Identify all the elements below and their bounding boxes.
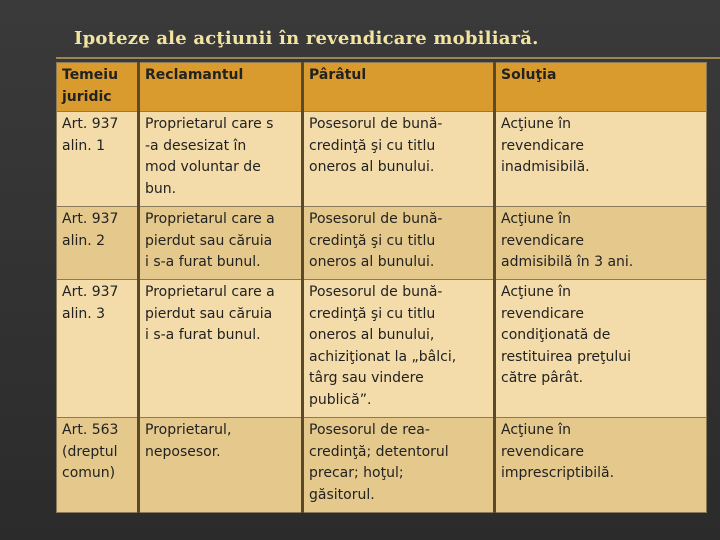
table-cell [303,418,495,513]
cell-text: Posesorul de bună- credinţă şi cu titlu oneros al bunului. [309,116,443,175]
slide-title: Ipoteze ale acţiunii în revendicare mobiliară. [74,28,539,49]
header-label: Pârâtul [309,67,367,83]
table-cell [139,207,303,280]
cell-text: Art. 937 alin. 2 [62,211,119,249]
table-cell [495,280,707,418]
header-cell-solutie [495,63,707,112]
header-label: Soluţia [501,67,557,83]
table-cell [57,280,139,418]
cell-text: Proprietarul care a pierdut sau căruia i s-a furat bunul. [145,284,275,343]
table-row [57,280,707,418]
table-row [57,112,707,207]
table-cell [139,280,303,418]
title-underline [56,57,720,59]
table-cell [139,418,303,513]
cell-text: Posesorul de bună- credinţă şi cu titlu oneros al bunului. [309,211,443,270]
cell-text: Acţiune în revendicare admisibilă în 3 ani. [501,211,634,270]
header-label: Reclamantul [145,67,244,83]
table-header-row [57,63,707,112]
table-cell [139,112,303,207]
cell-text: Acţiune în revendicare inadmisibilă. [501,116,590,175]
cell-text: Acţiune în revendicare condiţionată de restituirea preţului către pârât. [501,284,632,386]
table-row [57,207,707,280]
cell-text: Art. 563 (dreptul comun) [62,422,119,481]
cell-text: Posesorul de rea- credinţă; detentorul precar; hoţul; găsitorul. [309,422,449,503]
cell-text: Art. 937 alin. 3 [62,284,119,322]
table-cell [57,112,139,207]
header-cell-reclamant [139,63,303,112]
hypotheses-table [56,62,707,513]
cell-text: Art. 937 alin. 1 [62,116,119,154]
header-label: Temeiu juridic [62,67,119,105]
table-cell [495,112,707,207]
table-cell [495,207,707,280]
cell-text: Proprietarul care s -a desesizat în mod voluntar de bun. [145,116,274,197]
cell-text: Posesorul de bună- credinţă şi cu titlu oneros al bunului, achiziţionat la „bâlci, târg sau vindere publică”. [309,284,457,408]
cell-text: Proprietarul care a pierdut sau căruia i s-a furat bunul. [145,211,275,270]
table-cell [303,112,495,207]
cell-text: Acţiune în revendicare imprescriptibilă. [501,422,615,481]
table-cell [57,418,139,513]
table-cell [303,280,495,418]
header-cell-parat [303,63,495,112]
table-cell [495,418,707,513]
header-cell-temei [57,63,139,112]
cell-text: Proprietarul, neposesor. [145,422,232,460]
table-row [57,418,707,513]
table-cell [57,207,139,280]
table-cell [303,207,495,280]
